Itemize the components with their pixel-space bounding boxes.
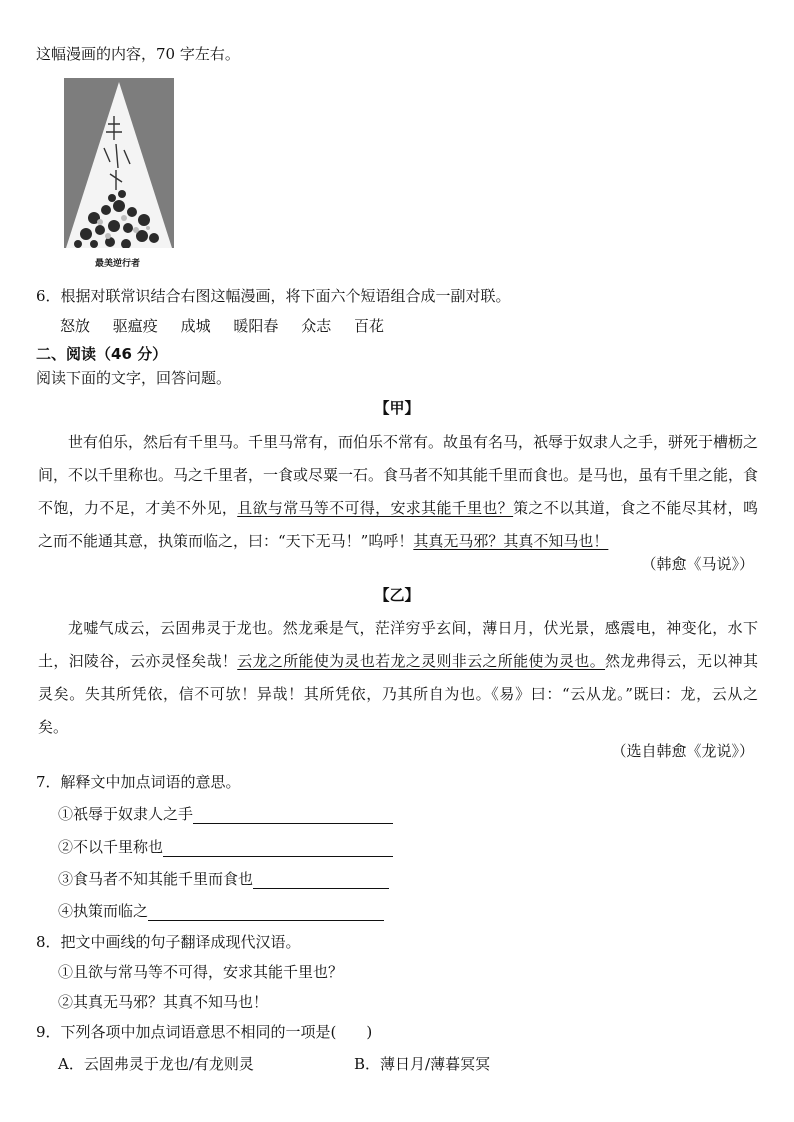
q7-item (58, 869, 389, 889)
passage-yi (38, 612, 758, 744)
passage-yi-source: （选自韩愈《龙说》） (611, 742, 754, 760)
q8-item: ①且欲与常马等不可得，安求其能千里也？ (58, 963, 344, 981)
q9-option-a[interactable]: A．云固弗灵于龙也/有龙则灵 (58, 1055, 254, 1073)
phrase: 暖阳春 (233, 317, 279, 335)
q8-item: ②其真无马邪？其真不知马也！ (58, 993, 269, 1011)
question-9: 9．下列各项中加点词语意思不相同的一项是( ) (36, 1023, 373, 1041)
phrase: 众志 (301, 317, 332, 335)
answer-blank[interactable] (148, 904, 384, 921)
passage-text: 然龙弗得云，无以神其灵矣。失其所凭依，信不可欤！异哉！其所凭依，乃其所自为也。《易》曰：“云从龙。”既曰：龙，云从之矣。 (38, 652, 758, 736)
question-8: 8．把文中画线的句子翻译成现代汉语。 (36, 933, 301, 951)
underlined-sentence: 云龙之所能使为灵也若龙之灵则非云之所能使为灵也。 (237, 652, 606, 670)
q7-item (58, 901, 384, 921)
q7-item-text: ①祇辱于奴隶人之手 (58, 805, 194, 823)
section-instruction: 阅读下面的文字，回答问题。 (36, 369, 232, 387)
passage-text: 世有伯乐，然后有千里马。千里马常有，而伯乐不常有。故虽有名马，祇辱于奴隶人之手，骈死于槽枥之间，不以千里称也。马之千里者，一食或尽粟一石。食马者不知其能千里而食也。是马也，虽有千里之能，食不饱，力不足，才美不外见， (38, 433, 759, 517)
passage-text: 策之不以其道，食之不能尽其材，鸣之而不能通其意，执策而临之，曰：“天下无马！”呜呼！ (38, 499, 758, 550)
intro-line: 这幅漫画的内容，70 字左右。 (36, 45, 240, 63)
answer-blank[interactable] (193, 807, 393, 824)
comic-caption: 最美逆行者 (95, 259, 141, 269)
q7-item-text: ②不以千里称也 (58, 838, 164, 856)
section-heading: 二、阅读（46 分） (36, 345, 168, 363)
passage-text: 龙嘘气成云，云固弗灵于龙也。然龙乘是气，茫洋穷乎玄间，薄日月，伏光景，感震电，神变化，水下土，汩陵谷，云亦灵怪矣哉！ (38, 619, 758, 670)
q7-item-text: ③食马者不知其能千里而食也 (58, 870, 254, 888)
passage-jia (38, 426, 758, 558)
phrase: 百花 (353, 317, 384, 335)
phrase: 成城 (180, 317, 211, 335)
comic-illustration (64, 78, 174, 248)
phrase-list (60, 316, 402, 336)
q7-item (58, 804, 393, 824)
phrase: 怒放 (60, 317, 91, 335)
passage-yi-label: 【乙】 (374, 586, 420, 604)
passage-jia-label: 【甲】 (374, 399, 420, 417)
underlined-sentence: 其真无马邪？其真不知马也！ (413, 532, 609, 550)
passage-jia-source: （韩愈《马说》） (641, 555, 754, 573)
question-6: 6．根据对联常识结合右图这幅漫画，将下面六个短语组合成一副对联。 (36, 287, 511, 305)
phrase: 驱瘟疫 (112, 317, 158, 335)
q9-option-b[interactable]: B．薄日月/薄暮冥冥 (354, 1055, 491, 1073)
q7-item-text: ④执策而临之 (58, 902, 149, 920)
answer-blank[interactable] (163, 840, 393, 857)
q7-item (58, 837, 393, 857)
answer-blank[interactable] (253, 872, 389, 889)
underlined-sentence: 且欲与常马等不可得，安求其能千里也？ (237, 499, 514, 517)
question-7: 7．解释文中加点词语的意思。 (36, 773, 241, 791)
comic-image (64, 78, 174, 248)
